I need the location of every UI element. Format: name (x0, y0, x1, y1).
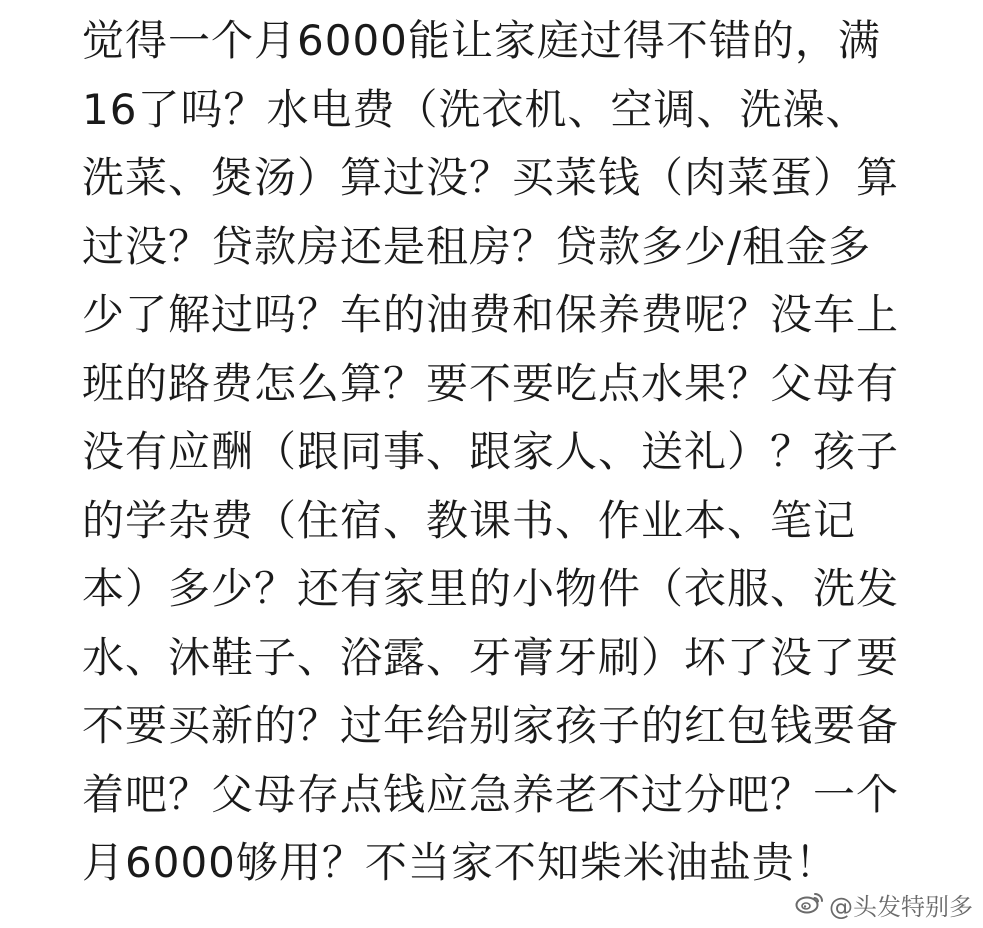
post-text-line: 洗菜、煲汤）算过没？买菜钱（肉菜蛋）算 (82, 153, 900, 202)
post-text (82, 7, 952, 898)
post-text-line: 觉得一个月6000能让家庭过得不错的，满 (82, 16, 881, 65)
watermark-handle: @头发特别多 (829, 893, 973, 921)
post-text-line: 16了吗？水电费（洗衣机、空调、洗澡、 (82, 84, 869, 134)
post-text-line: 本）多少？还有家里的小物件（衣服、洗发 (82, 564, 900, 613)
weibo-icon (795, 889, 825, 921)
post-text-line: 过没？贷款房还是租房？贷款多少/租金多 (82, 221, 872, 271)
post-text-line: 月6000够用？不当家不知柴米油盐贵！ (82, 838, 838, 887)
post-text-line: 着吧？父母存点钱应急养老不过分吧？一个 (82, 769, 900, 819)
post-text-line: 班的路费怎么算？要不要吃点水果？父母有 (82, 358, 900, 408)
post-text-line: 没有应酬（跟同事、跟家人、送礼）？孩子 (82, 427, 900, 476)
post-text-line: 少了解过吗？车的油费和保养费呢？没车上 (82, 290, 900, 339)
post-text-line: 水、沐鞋子、浴露、牙膏牙刷）坏了没了要 (82, 632, 900, 682)
post-text-line: 的学杂费（住宿、教课书、作业本、笔记 (82, 495, 857, 545)
post-text-line: 不要买新的？过年给别家孩子的红包钱要备 (82, 701, 900, 750)
weibo-watermark (795, 887, 973, 922)
